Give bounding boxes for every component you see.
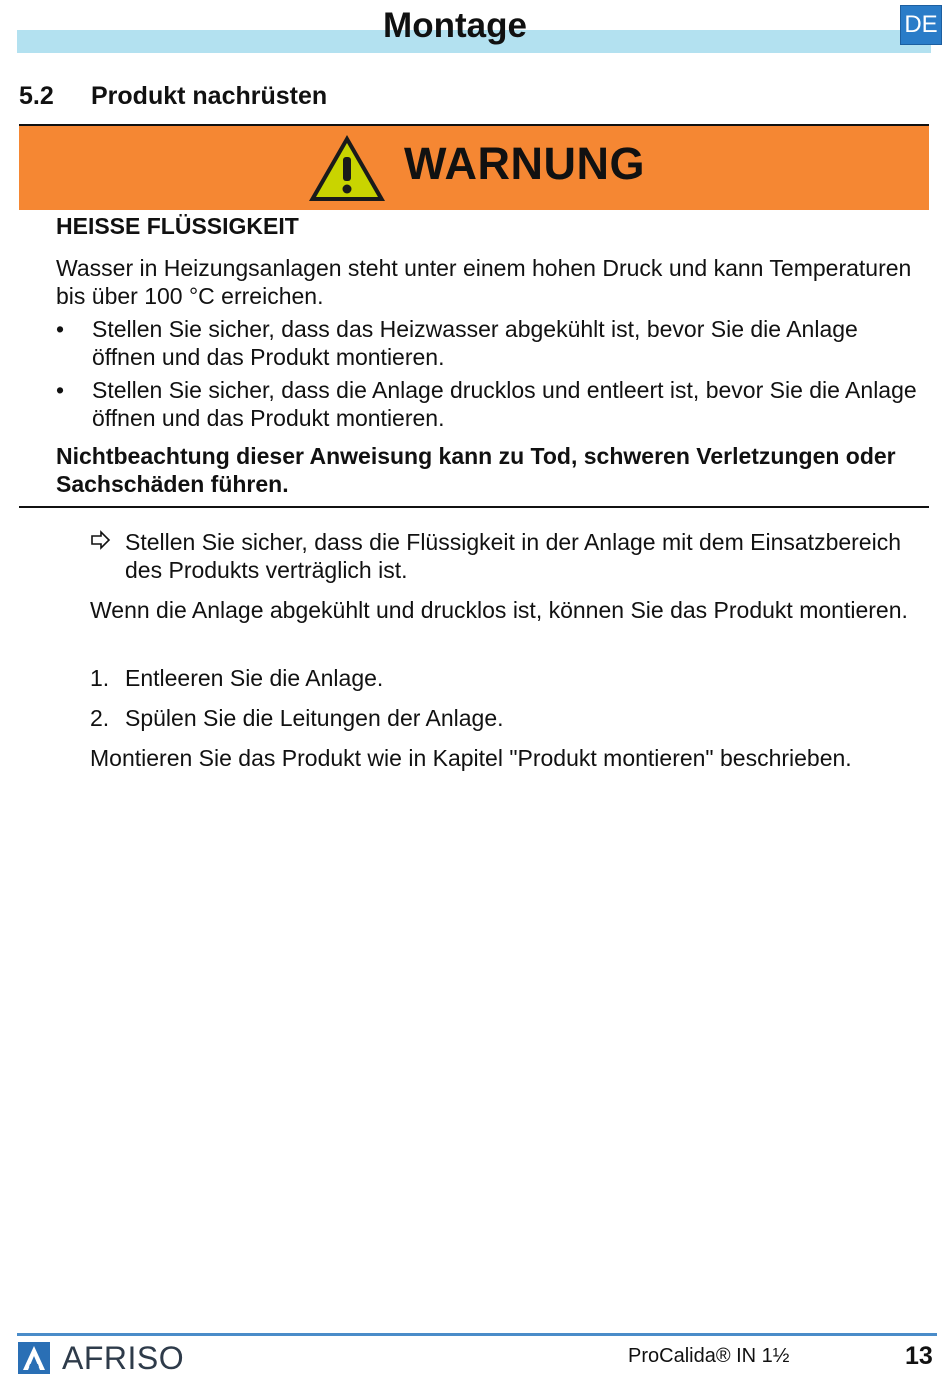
section-title: Produkt nachrüsten [91,82,328,110]
step-number: 2. [90,705,110,731]
prerequisite-text: Stellen Sie sicher, dass die Flüssigkeit in der Anlage mit dem Einsatzbereich des Produkts verträglich ist. [125,529,902,583]
brand-name: AFRISO [62,1340,185,1376]
step-text: Spülen Sie die Leitungen der Anlage. [125,705,504,731]
afriso-logo-icon [18,1342,50,1374]
step-number: 1. [90,665,110,691]
step-text: Entleeren Sie die Anlage. [125,665,384,691]
warning-triangle-icon [306,132,388,204]
closing-paragraph: Montieren Sie das Produkt wie in Kapitel "Produkt montieren" beschrieben. [90,745,852,771]
section-heading [19,82,327,111]
page-title: Montage [383,6,527,45]
bullet-icon: • [56,316,65,342]
bullet-icon: • [56,377,65,403]
warning-consequence: Nichtbeachtung dieser Anweisung kann zu Tod, schweren Verletzungen oder Sachschäden führen. [56,443,896,497]
hazard-description: Wasser in Heizungsanlagen steht unter einem hohen Druck und kann Temperaturen bis über 100 °C erreichen. [56,255,912,309]
intro-paragraph: Wenn die Anlage abgekühlt und drucklos ist, können Sie das Produkt montieren. [90,597,908,623]
page-number: 13 [905,1342,933,1370]
warning-bottom-rule [19,506,929,508]
measure-text: Stellen Sie sicher, dass das Heizwasser abgekühlt ist, bevor Sie die Anlage öffnen und das Produkt montieren. [92,316,858,370]
footer-rule [17,1333,937,1336]
warning-signal-word: WARNUNG [404,138,645,189]
measure-text: Stellen Sie sicher, dass die Anlage drucklos und entleert ist, bevor Sie die Anlage öffnen und das Produkt montieren. [92,377,917,431]
product-name: ProCalida® IN 1½ [628,1345,790,1367]
section-number: 5.2 [19,82,54,110]
hazard-title: HEISSE FLÜSSIGKEIT [56,213,299,239]
language-badge: DE [900,5,942,45]
arrow-right-icon [90,530,112,550]
